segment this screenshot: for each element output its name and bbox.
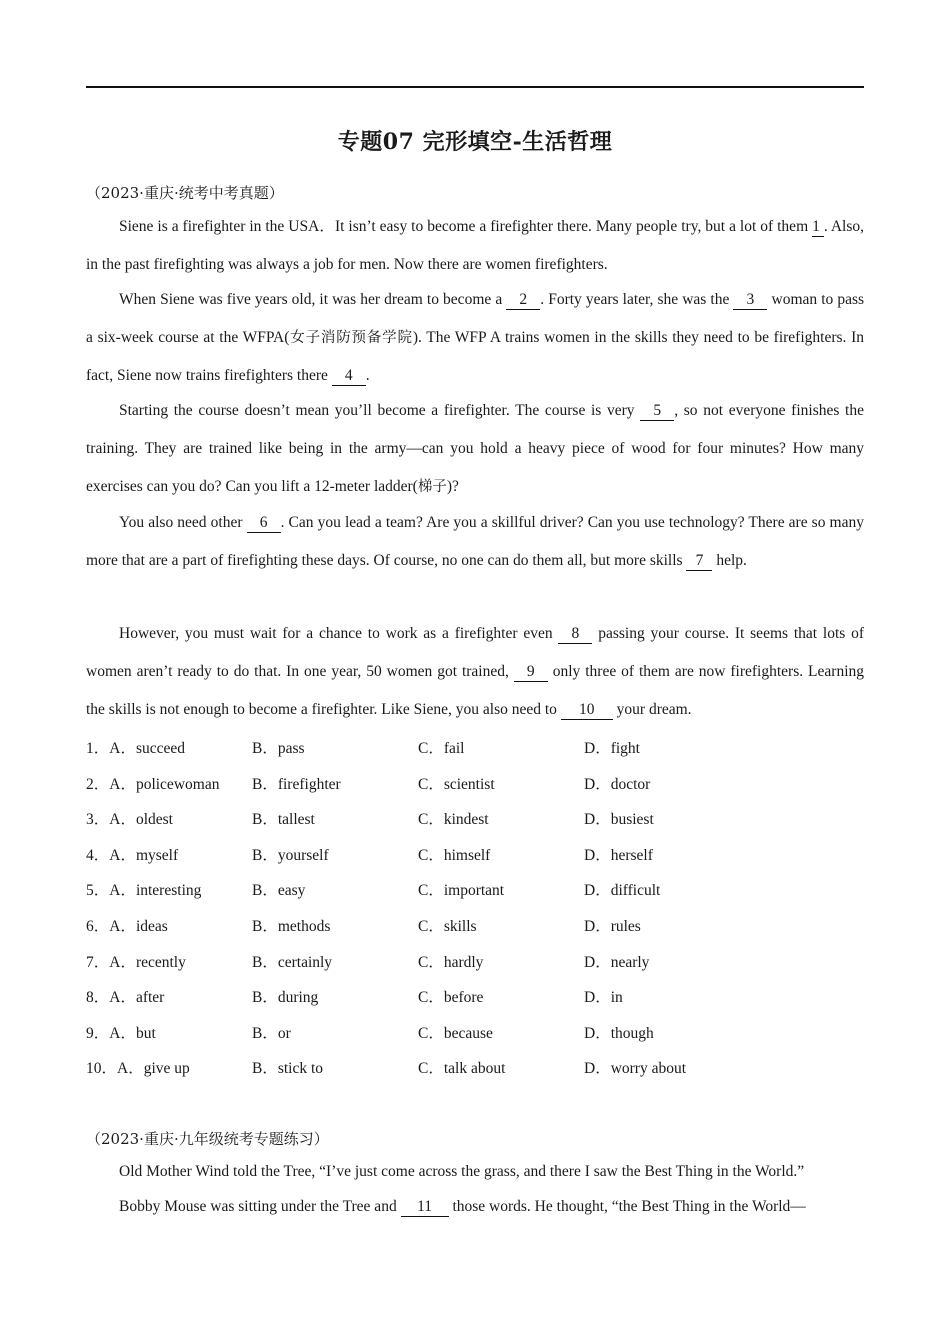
blank-6[interactable]: 6 [247,514,281,533]
option-d[interactable]: D．worry about [584,1060,687,1078]
option-c[interactable]: C．himself [418,846,491,864]
option-a[interactable]: 2．A．policewoman [86,775,220,793]
option-a[interactable]: 10．A．give up [86,1060,190,1078]
option-a[interactable]: 1．A．succeed [86,740,185,757]
passage1-paragraph-4: You also need other 6 . Can you lead a team? Are you a skillful driver? Can you use technology? There are so many more that are a part of firefighting these days. Of course, no one can do them all, but more skills 7 help. [86,514,864,569]
option-d[interactable]: D．in [584,989,623,1007]
passage1-paragraph-5: However, you must wait for a chance to work as a firefighter even 8 passing your course. It seems that lots of women aren’t ready to do that. In one year, 50 women got trained, 9 only three of them are now firefighters. Learning the skills is not enough to become a firefighter. Like Siene, you also need to 10 your dream. [86,625,865,718]
option-a[interactable]: 6．A．ideas [86,917,168,935]
option-c[interactable]: C．scientist [418,775,495,793]
option-row [86,732,864,768]
option-c[interactable]: C．kindest [418,811,489,829]
option-c[interactable]: C．talk about [418,1060,506,1078]
option-d[interactable]: D．though [584,1024,654,1042]
option-row [86,839,864,875]
option-row [86,768,864,804]
option-row [86,874,864,910]
option-c[interactable]: C．important [418,882,505,900]
passage2-paragraph-2: Bobby Mouse was sitting under the Tree and 11 those words. He thought, “the Best Thing in the World— [119,1198,806,1215]
option-b[interactable]: B．stick to [252,1060,324,1078]
blank-3[interactable]: 3 [733,291,767,310]
passage2-paragraph-1: Old Mother Wind told the Tree, “I’ve just come across the grass, and there I saw the Best Thing in the World.” [119,1163,805,1180]
option-a[interactable]: 4．A．myself [86,846,179,864]
option-c[interactable]: C．fail [418,740,465,757]
option-c[interactable]: C．hardly [418,953,484,971]
page-title: 专题07 完形填空-生活哲理 [337,129,613,155]
option-a[interactable]: 9．A．but [86,1024,156,1042]
option-a[interactable]: 7．A．recently [86,953,186,971]
option-row [86,1017,864,1053]
option-c[interactable]: C．before [418,989,484,1007]
blank-5[interactable]: 5 [640,402,674,421]
option-row [86,981,864,1017]
option-row [86,1052,864,1088]
passage1-paragraph-3: Starting the course doesn’t mean you’ll become a firefighter. The course is very 5 , so not everyone finishes the training. They are trained like being in the army—can you hold a heavy piece of wood for four minutes? How many exercises can you do? Can you lift a 12-meter ladder(梯子)? [86,402,864,495]
passage2-source: （2023·重庆·九年级统考专题练习） [86,1130,329,1148]
blank-8[interactable]: 8 [558,625,592,644]
options-list [86,732,864,1088]
option-row [86,910,864,946]
passage1-paragraph-1: Siene is a firefighter in the USA．It isn’t easy to become a firefighter there. Many people try, but a lot of them 1 . Also, in the past firefighting was always a job for men. Now there are women firefighters. [86,218,864,273]
option-b[interactable]: B．easy [252,882,306,900]
option-b[interactable]: B．firefighter [252,775,341,793]
option-b[interactable]: B．pass [252,740,305,757]
option-a[interactable]: 8．A．after [86,989,165,1007]
blank-10[interactable]: 10 [561,701,613,720]
option-d[interactable]: D．rules [584,917,641,935]
blank-1[interactable]: 1 [812,218,824,237]
option-d[interactable]: D．fight [584,740,640,757]
option-b[interactable]: B．or [252,1024,291,1042]
option-d[interactable]: D．busiest [584,811,654,829]
passage1-source: （2023·重庆·统考中考真题） [86,184,284,202]
blank-4[interactable]: 4 [332,367,366,386]
option-b[interactable]: B．during [252,989,319,1007]
option-a[interactable]: 5．A．interesting [86,882,202,900]
option-d[interactable]: D．doctor [584,775,651,793]
passage1-paragraph-2: When Siene was five years old, it was her dream to become a 2 . Forty years later, she was the 3 woman to pass a six-week course at the WFPA(女子消防预备学院). The WFP A trains women in the skills they need to be firefighters. In fact, Siene now trains firefighters there 4 . [86,291,865,384]
option-b[interactable]: B．yourself [252,846,329,864]
header-rule [86,86,864,88]
option-c[interactable]: C．skills [418,917,477,935]
option-row [86,803,864,839]
option-b[interactable]: B．tallest [252,811,315,829]
option-a[interactable]: 3．A．oldest [86,811,173,829]
option-d[interactable]: D．herself [584,846,653,864]
blank-9[interactable]: 9 [514,663,548,682]
blank-11[interactable]: 11 [401,1198,449,1217]
option-b[interactable]: B．certainly [252,953,333,971]
blank-7[interactable]: 7 [686,552,712,571]
option-row [86,946,864,982]
option-c[interactable]: C．because [418,1024,493,1042]
option-d[interactable]: D．nearly [584,953,650,971]
option-d[interactable]: D．difficult [584,882,661,900]
option-b[interactable]: B．methods [252,917,331,935]
blank-2[interactable]: 2 [506,291,540,310]
